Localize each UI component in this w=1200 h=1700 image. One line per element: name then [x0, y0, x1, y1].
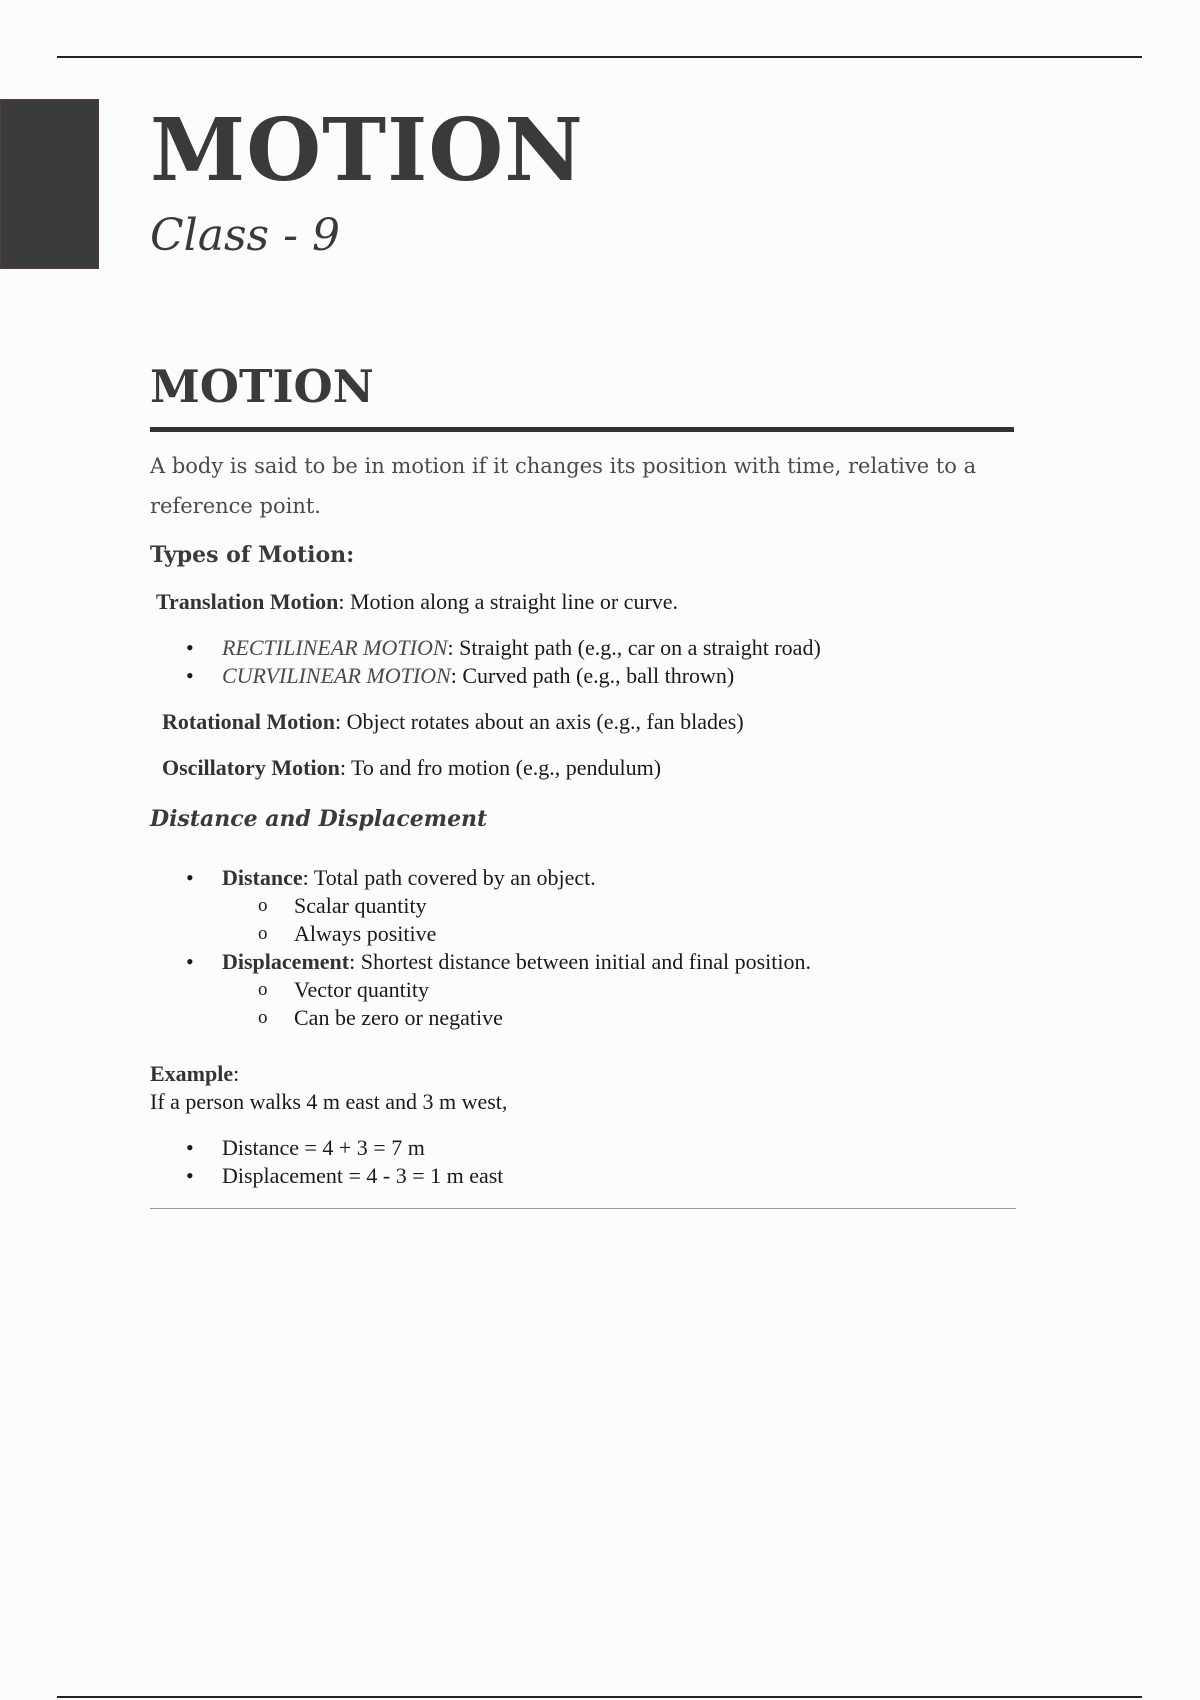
translation-desc: : Motion along a straight line or curve.: [338, 589, 679, 614]
list-item: o Vector quantity: [294, 976, 1014, 1004]
example-label-colon: :: [233, 1061, 240, 1086]
list-item: o Always positive: [294, 920, 1014, 948]
list-item: • Displacement = 4 - 3 = 1 m east: [222, 1162, 1014, 1190]
oscillatory-term: Oscillatory Motion: [162, 755, 340, 780]
list-item: [222, 634, 1014, 662]
displacement-sublist: [222, 976, 1014, 1032]
section-heading: MOTION: [150, 360, 374, 413]
document-title: MOTION: [150, 100, 584, 201]
rectilinear-desc: : Straight path (e.g., car on a straight road): [447, 635, 821, 660]
translation-motion: [156, 588, 1014, 616]
distance-displacement-heading: Distance and Displacement: [150, 806, 488, 832]
list-item: [222, 864, 1014, 948]
list-item: [222, 948, 1014, 1032]
displacement-desc: : Shortest distance between initial and final position.: [349, 949, 811, 974]
rotational-motion: [162, 708, 1014, 736]
example-label-text: Example: [150, 1061, 234, 1086]
distance-term: Distance: [222, 865, 303, 890]
section-content: [150, 360, 1014, 1209]
distance-desc: : Total path covered by an object.: [302, 865, 596, 890]
header-accent-block: [0, 99, 99, 269]
section-end-rule: [150, 1208, 1016, 1209]
rotational-term: Rotational Motion: [162, 709, 335, 734]
list-item: o Can be zero or negative: [294, 1004, 1014, 1032]
rotational-desc: : Object rotates about an axis (e.g., fan blades): [334, 709, 744, 734]
top-rule: [57, 56, 1142, 58]
example-label: [150, 1060, 1014, 1088]
example-list: [150, 1134, 1014, 1190]
curvilinear-term: CURVILINEAR MOTION: [222, 663, 451, 688]
distance-displacement-list: [150, 864, 1014, 1032]
example-text: If a person walks 4 m east and 3 m west,: [150, 1089, 508, 1114]
section-heading-rule: [150, 427, 1014, 432]
list-item: [222, 662, 1014, 690]
types-heading: Types of Motion:: [150, 542, 355, 568]
list-item: o Scalar quantity: [294, 892, 1014, 920]
list-item: • Distance = 4 + 3 = 7 m: [222, 1134, 1014, 1162]
distance-sublist: [222, 892, 1014, 948]
translation-list: [150, 634, 1014, 690]
curvilinear-desc: : Curved path (e.g., ball thrown): [450, 663, 735, 688]
oscillatory-desc: : To and fro motion (e.g., pendulum): [339, 755, 662, 780]
oscillatory-motion: [162, 754, 1014, 782]
displacement-term: Displacement: [222, 949, 350, 974]
rectilinear-term: RECTILINEAR MOTION: [222, 635, 448, 660]
intro-paragraph: A body is said to be in motion if it changes its position with time, relative to a reference point.: [150, 454, 977, 518]
document-subtitle: Class - 9: [150, 210, 340, 261]
translation-term: Translation Motion: [156, 589, 339, 614]
bottom-rule: [57, 1696, 1142, 1698]
